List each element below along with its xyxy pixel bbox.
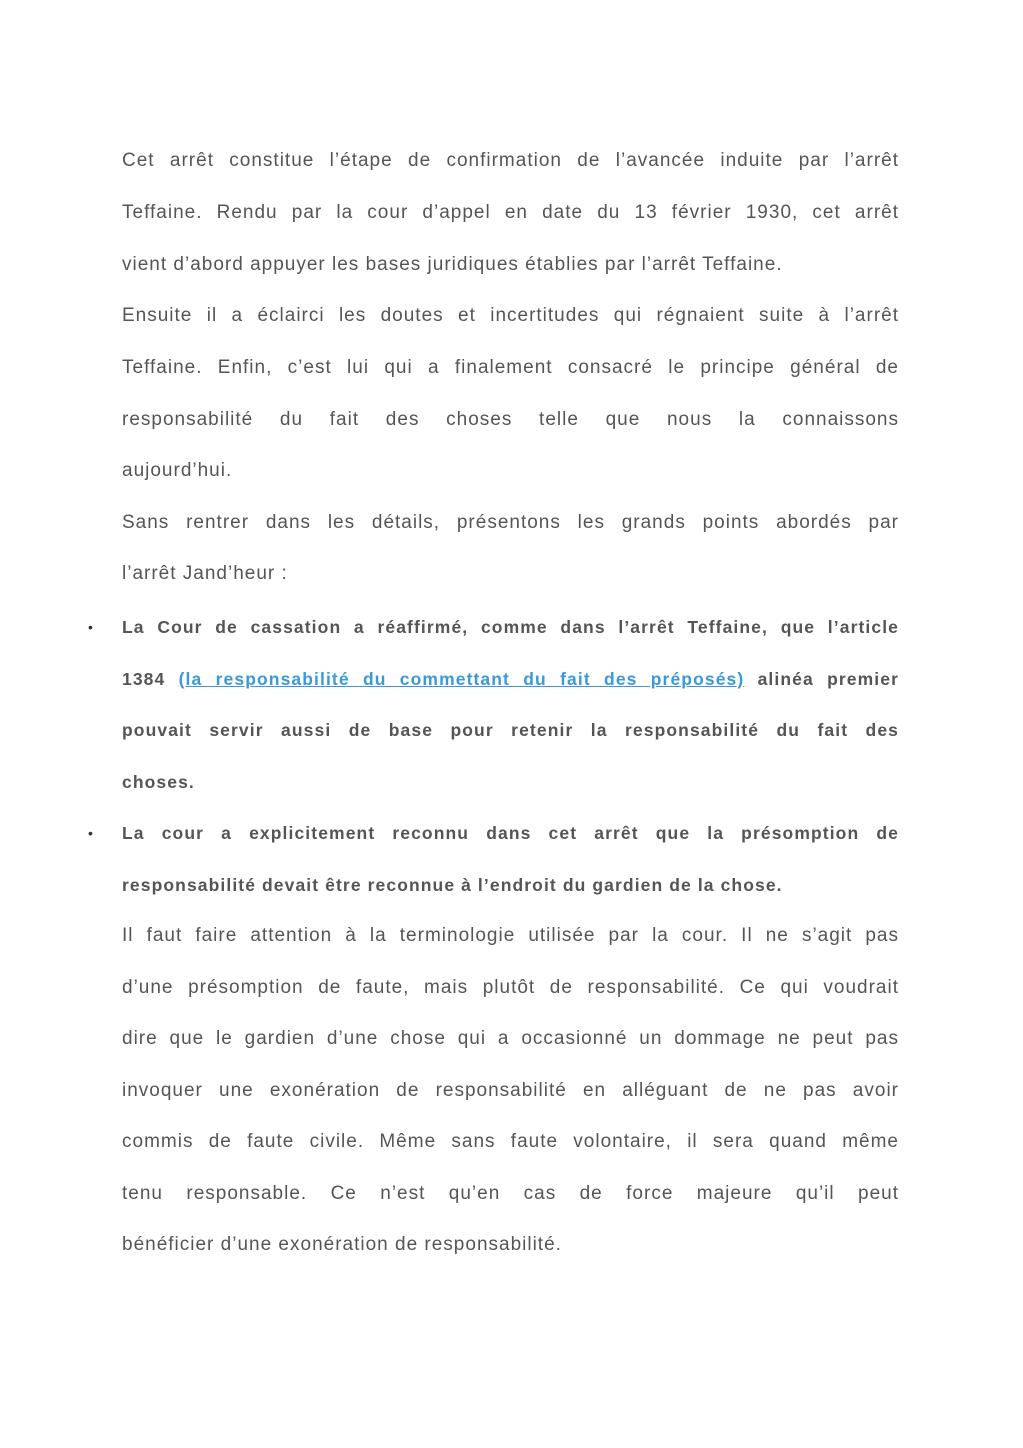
paragraph-4-line-4: invoquer une exonération de responsabilité en alléguant de ne pas avoir	[122, 1080, 899, 1101]
paragraph-2-line-1: Ensuite il a éclairci les doutes et incertitudes qui régnaient suite à l’arrêt	[122, 305, 899, 326]
paragraph-4-line-3: dire que le gardien d’une chose qui a occasionné un dommage ne peut pas	[122, 1028, 899, 1049]
paragraph-4-line-2: d’une présomption de faute, mais plutôt de responsabilité. Ce qui voudrait	[122, 977, 899, 998]
bullet-marker: •	[88, 825, 93, 841]
paragraph-4-line-6: tenu responsable. Ce n’est qu’en cas de force majeure qu’il peut	[122, 1183, 899, 1204]
paragraph-1-line-3: vient d’abord appuyer les bases juridiques établies par l’arrêt Teffaine.	[122, 254, 783, 275]
paragraph-2-line-3: responsabilité du fait des choses telle que nous la connaissons	[122, 409, 899, 430]
paragraph-3-line-1: Sans rentrer dans les détails, présentons les grands points abordés par	[122, 512, 899, 533]
bullet-1-line-4: choses.	[122, 772, 195, 792]
bullet-1-article-number: 1384	[122, 669, 166, 689]
paragraph-4-line-5: commis de faute civile. Même sans faute volontaire, il sera quand même	[122, 1131, 899, 1152]
paragraph-4-line-7: bénéficier d’une exonération de responsabilité.	[122, 1234, 562, 1255]
bullet-marker: •	[88, 619, 93, 635]
bullet-1-line-2	[122, 667, 899, 691]
paragraph-1-line-2: Teffaine. Rendu par la cour d’appel en date du 13 février 1930, cet arrêt	[122, 202, 899, 223]
paragraph-2-line-2: Teffaine. Enfin, c’est lui qui a finalement consacré le principe général de	[122, 357, 899, 378]
paragraph-2-line-4: aujourd’hui.	[122, 460, 233, 481]
bullet-2-line-1: La cour a explicitement reconnu dans cet arrêt que la présomption de	[122, 823, 899, 843]
bullet-2-line-2: responsabilité devait être reconnue à l’endroit du gardien de la chose.	[122, 875, 783, 895]
commettant-link[interactable]: (la responsabilité du commettant du fait des préposés)	[178, 669, 745, 689]
bullet-1-line-2-end: alinéa premier	[757, 669, 899, 689]
paragraph-3-line-2: l’arrêt Jand’heur :	[122, 563, 288, 584]
paragraph-1-line-1: Cet arrêt constitue l’étape de confirmation de l’avancée induite par l’arrêt	[122, 150, 899, 171]
paragraph-4-line-1: Il faut faire attention à la terminologie utilisée par la cour. Il ne s’agit pas	[122, 925, 899, 946]
bullet-1-line-3: pouvait servir aussi de base pour retenir la responsabilité du fait des	[122, 720, 899, 740]
bullet-1-line-1: La Cour de cassation a réaffirmé, comme dans l’arrêt Teffaine, que l’article	[122, 617, 899, 637]
